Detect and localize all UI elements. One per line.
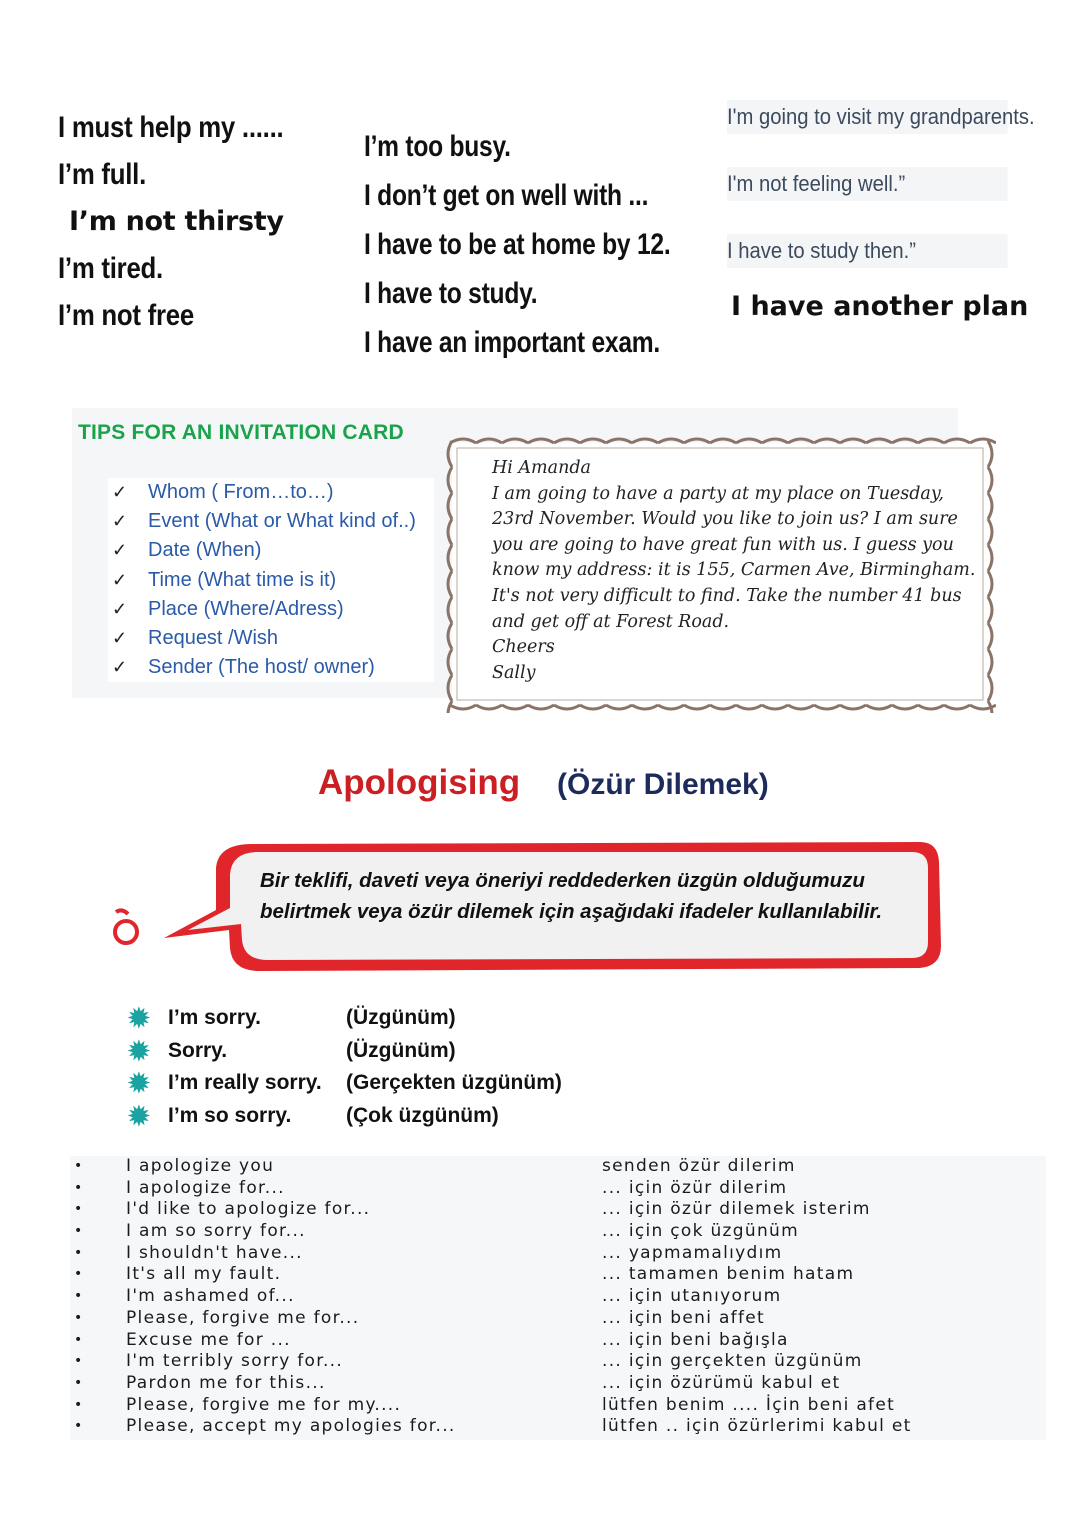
phrase-turkish: lütfen .. için özürlerimi kabul et xyxy=(602,1416,912,1437)
phrase-row xyxy=(74,1199,1044,1221)
phrase-row xyxy=(74,1330,1044,1352)
tips-item-label: Event (What or What kind of..) xyxy=(148,510,416,533)
invitation-line: It's not very difficult to find. Take the number 41 bus xyxy=(492,585,962,606)
invitation-line: Hi Amanda xyxy=(492,458,591,478)
tips-item xyxy=(108,624,434,653)
phrase-english: Please, forgive me for my.... xyxy=(126,1394,402,1415)
sorry-list xyxy=(128,1002,562,1132)
sorry-item xyxy=(128,1100,562,1133)
checkmark-icon: ✓ xyxy=(112,627,128,648)
phrase-row xyxy=(74,1286,1044,1308)
tips-title: TIPS FOR AN INVITATION CARD xyxy=(78,421,404,444)
excuses-column-3 xyxy=(727,100,1035,322)
flower-bullet-icon: ✹ xyxy=(128,1068,150,1099)
tips-item xyxy=(108,566,434,595)
flower-bullet-icon: ✹ xyxy=(128,1003,150,1034)
phrase-english: It's all my fault. xyxy=(126,1264,282,1285)
tips-item xyxy=(108,507,434,536)
tips-list xyxy=(108,478,434,682)
tips-item-label: Date (When) xyxy=(148,539,262,562)
excuse-line: I’m tired. xyxy=(58,252,163,285)
checkmark-icon: ✓ xyxy=(112,540,128,561)
checkmark-icon: ✓ xyxy=(112,482,128,502)
tips-item-label: Request /Wish xyxy=(148,626,279,649)
speech-bubble xyxy=(112,838,946,978)
phrase-row xyxy=(74,1221,1044,1243)
sorry-english: I’m really sorry. xyxy=(168,1071,322,1094)
phrase-english: I'm terribly sorry for... xyxy=(126,1351,344,1372)
phrase-english: I'm ashamed of... xyxy=(126,1286,295,1307)
bullet-icon: • xyxy=(74,1266,84,1283)
phrase-english: I apologize for... xyxy=(126,1177,285,1198)
bubble-line: belirtmek veya özür dilemek için aşağıdaki ifadeler kullanılabilir. xyxy=(260,900,883,923)
excuse-line: I have to study then.” xyxy=(727,234,1008,268)
sorry-turkish: (Üzgünüm) xyxy=(346,1038,456,1062)
phrase-english: Please, accept my apologies for... xyxy=(126,1416,456,1437)
bubble-line: Bir teklifi, daveti veya öneriyi reddederken üzgün olduğumuzu xyxy=(260,869,865,892)
phrase-row xyxy=(74,1178,1044,1200)
bullet-icon: • xyxy=(74,1309,84,1326)
phrase-turkish: ... tamamen benim hatam xyxy=(602,1264,855,1285)
excuse-line: I must help my ...... xyxy=(58,111,284,144)
invitation-line: and get off at Forest Road. xyxy=(492,611,730,632)
invitation-text xyxy=(492,456,982,686)
bullet-icon: • xyxy=(74,1374,84,1391)
phrase-english: Pardon me for this... xyxy=(126,1372,326,1393)
invitation-line: 23rd November. Would you like to join us? I am sure xyxy=(492,509,958,530)
flower-bullet-icon: ✹ xyxy=(128,1100,150,1131)
phrase-turkish: ... yapmamalıydım xyxy=(602,1242,783,1263)
checkmark-icon: ✓ xyxy=(112,598,128,619)
tips-item xyxy=(108,595,434,624)
phrase-turkish: ... için özür dilerim xyxy=(602,1177,788,1198)
phrase-turkish: ... için özür dilemek isterim xyxy=(602,1199,871,1220)
tips-item-label: Sender (The host/ owner) xyxy=(148,656,375,679)
phrase-english: I shouldn't have... xyxy=(126,1242,303,1263)
checkmark-icon: ✓ xyxy=(112,657,128,678)
invitation-line: you are going to have great fun with us. I guess you xyxy=(492,534,954,555)
tips-item xyxy=(108,478,434,507)
phrase-turkish: ... için beni affet xyxy=(602,1307,765,1328)
phrase-turkish: ... için beni bağışla xyxy=(602,1329,789,1350)
bullet-icon: • xyxy=(74,1418,84,1435)
invitation-line: Cheers xyxy=(492,637,555,658)
phrase-row xyxy=(74,1395,1044,1417)
excuses-column-1 xyxy=(58,104,320,339)
phrase-turkish: ... için utanıyorum xyxy=(602,1286,782,1307)
excuse-line: I’m too busy. xyxy=(364,130,511,163)
phrase-turkish: lütfen benim .... İçin beni afet xyxy=(602,1394,896,1415)
phrase-row xyxy=(74,1373,1044,1395)
checkmark-icon: ✓ xyxy=(112,511,128,532)
sorry-turkish: (Gerçekten üzgünüm) xyxy=(346,1071,562,1094)
bullet-icon: • xyxy=(74,1331,84,1348)
excuse-line: I have another plan xyxy=(731,291,1029,322)
bullet-icon: • xyxy=(74,1288,84,1305)
invitation-line: Sally xyxy=(492,662,536,683)
phrase-row xyxy=(74,1156,1044,1178)
invitation-line: I am going to have a party at my place on Tuesday, xyxy=(492,483,944,504)
invitation-card xyxy=(444,435,996,713)
excuse-line: I’m full. xyxy=(58,158,146,191)
phrase-row xyxy=(74,1264,1044,1286)
phrase-row xyxy=(74,1243,1044,1265)
bullet-icon: • xyxy=(74,1158,84,1174)
excuse-line: I’m not free xyxy=(58,299,194,332)
invitation-line: know my address: it is 155, Carmen Ave, Birmingham. xyxy=(492,560,976,581)
bullet-icon: • xyxy=(74,1396,84,1413)
phrase-row xyxy=(74,1351,1044,1373)
tips-item-label: Place (Where/Adress) xyxy=(148,597,344,620)
section-subtitle: (Özür Dilemek) xyxy=(557,768,769,801)
phrase-english: Excuse me for ... xyxy=(126,1329,291,1350)
excuse-line: I’m not thirsty xyxy=(69,206,284,237)
bubble-text xyxy=(260,865,882,927)
excuse-line: I have to be at home by 12. xyxy=(364,228,671,261)
phrase-english: I'd like to apologize for... xyxy=(126,1199,371,1220)
excuse-line: I don’t get on well with ... xyxy=(364,179,649,212)
checkmark-icon: ✓ xyxy=(112,569,128,590)
bullet-icon: • xyxy=(74,1353,84,1370)
phrase-turkish: ... için özürümü kabul et xyxy=(602,1372,841,1393)
tips-item-label: Time (What time is it) xyxy=(148,568,337,591)
tips-item xyxy=(108,536,434,565)
phrase-row xyxy=(74,1308,1044,1330)
sorry-english: I’m sorry. xyxy=(168,1006,261,1029)
bullet-icon: • xyxy=(74,1244,84,1261)
excuse-line: I'm not feeling well.” xyxy=(727,167,1008,201)
excuse-line: I have to study. xyxy=(364,277,538,310)
phrase-turkish: ... için çok üzgünüm xyxy=(602,1221,799,1242)
section-title: Apologising xyxy=(318,763,521,802)
phrase-turkish: senden özür dilerim xyxy=(602,1156,796,1176)
bullet-icon: • xyxy=(74,1223,84,1240)
sorry-item xyxy=(128,1035,562,1068)
bullet-icon: • xyxy=(74,1179,84,1196)
flower-bullet-icon: ✹ xyxy=(128,1035,150,1066)
phrase-english: I apologize you xyxy=(126,1156,275,1176)
sorry-turkish: (Üzgünüm) xyxy=(346,1006,456,1029)
sorry-item xyxy=(128,1002,562,1035)
phrase-turkish: ... için gerçekten üzgünüm xyxy=(602,1351,863,1372)
bullet-icon: • xyxy=(74,1201,84,1218)
tips-item-label: Whom ( From…to…) xyxy=(148,481,334,503)
sorry-item xyxy=(128,1067,562,1100)
phrase-row xyxy=(74,1416,1044,1438)
sorry-english: I’m so sorry. xyxy=(168,1103,292,1127)
tips-item xyxy=(108,653,434,682)
excuse-line: I'm going to visit my grandparents. xyxy=(727,100,1008,134)
excuses-column-2 xyxy=(364,122,738,367)
sorry-turkish: (Çok üzgünüm) xyxy=(346,1103,499,1127)
sorry-english: Sorry. xyxy=(168,1038,228,1062)
phrase-english: I am so sorry for... xyxy=(126,1221,306,1242)
phrase-english: Please, forgive me for... xyxy=(126,1307,360,1328)
phrase-table xyxy=(74,1156,1044,1438)
excuse-line: I have an important exam. xyxy=(364,326,660,359)
